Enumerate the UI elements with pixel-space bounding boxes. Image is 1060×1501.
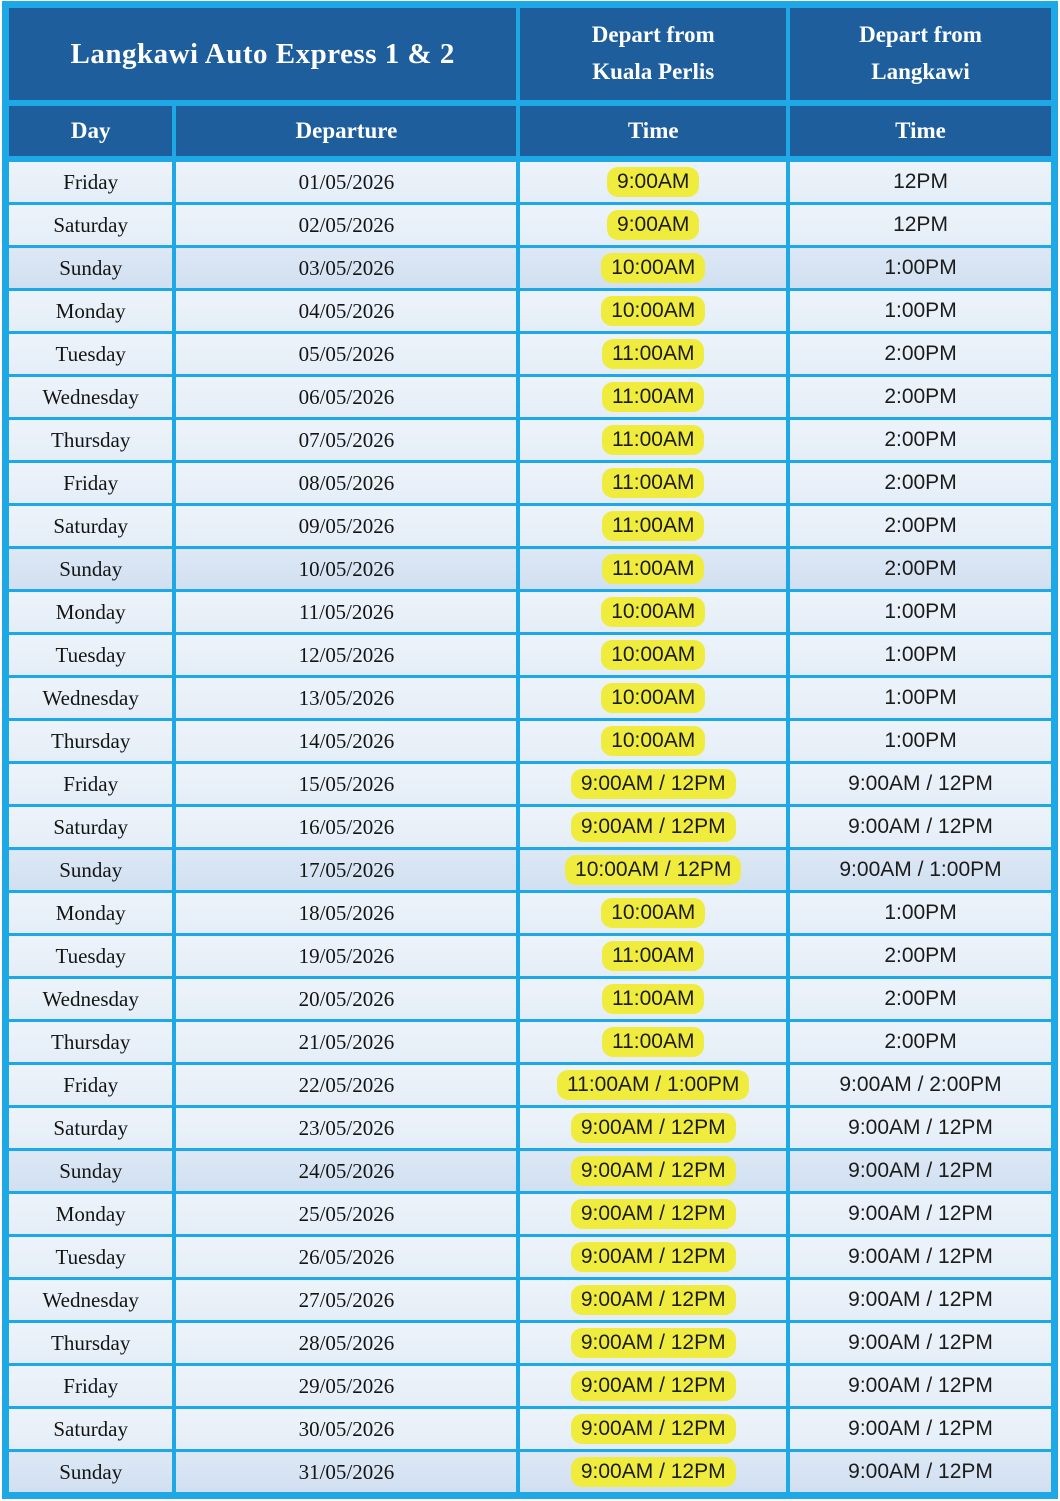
langkawi-time-cell: 1:00PM (788, 247, 1054, 290)
langkawi-time-cell: 9:00AM / 12PM (788, 806, 1054, 849)
highlighted-time: 10:00AM (601, 253, 705, 283)
schedule-row (6, 677, 1055, 720)
schedule-row (6, 763, 1055, 806)
schedule-row (6, 1365, 1055, 1408)
kuala-perlis-time-cell (518, 1107, 788, 1150)
highlighted-time: 11:00AM / 1:00PM (557, 1070, 749, 1100)
date-cell: 08/05/2026 (174, 462, 518, 505)
highlighted-time: 11:00AM (602, 511, 705, 541)
langkawi-time-cell: 9:00AM / 12PM (788, 763, 1054, 806)
highlighted-time: 9:00AM / 12PM (571, 1457, 736, 1487)
schedule-body (6, 159, 1055, 1496)
date-cell: 26/05/2026 (174, 1236, 518, 1279)
date-cell: 28/05/2026 (174, 1322, 518, 1365)
schedule-row (6, 204, 1055, 247)
day-cell: Saturday (6, 204, 175, 247)
schedule-row (6, 935, 1055, 978)
langkawi-time-cell: 1:00PM (788, 892, 1054, 935)
depart-from-langkawi-header (788, 5, 1054, 104)
date-cell: 17/05/2026 (174, 849, 518, 892)
date-cell: 12/05/2026 (174, 634, 518, 677)
ferry-schedule-table (2, 1, 1058, 1499)
day-cell: Friday (6, 1064, 175, 1107)
highlighted-time: 9:00AM / 12PM (571, 1156, 736, 1186)
date-cell: 31/05/2026 (174, 1451, 518, 1496)
day-cell: Thursday (6, 720, 175, 763)
day-column-header: Day (6, 103, 175, 159)
day-cell: Friday (6, 462, 175, 505)
day-cell: Tuesday (6, 935, 175, 978)
date-cell: 06/05/2026 (174, 376, 518, 419)
kuala-perlis-time-cell (518, 505, 788, 548)
langkawi-time-cell: 1:00PM (788, 634, 1054, 677)
kuala-perlis-time-cell (518, 1021, 788, 1064)
langkawi-time-cell: 9:00AM / 12PM (788, 1193, 1054, 1236)
kuala-perlis-time-cell (518, 333, 788, 376)
day-cell: Tuesday (6, 333, 175, 376)
highlighted-time: 10:00AM (601, 296, 705, 326)
langkawi-time-column-header: Time (788, 103, 1054, 159)
highlighted-time: 9:00AM (607, 167, 699, 197)
highlighted-time: 10:00AM (601, 597, 705, 627)
schedule-row (6, 419, 1055, 462)
day-cell: Monday (6, 892, 175, 935)
schedule-row (6, 720, 1055, 763)
highlighted-time: 9:00AM / 12PM (571, 1199, 736, 1229)
langkawi-time-cell: 2:00PM (788, 1021, 1054, 1064)
kuala-perlis-time-cell (518, 763, 788, 806)
day-cell: Friday (6, 159, 175, 204)
highlighted-time: 10:00AM / 12PM (565, 855, 741, 885)
schedule-row (6, 548, 1055, 591)
highlighted-time: 10:00AM (601, 640, 705, 670)
date-cell: 30/05/2026 (174, 1408, 518, 1451)
kuala-perlis-time-column-header: Time (518, 103, 788, 159)
date-cell: 21/05/2026 (174, 1021, 518, 1064)
departure-column-header: Departure (174, 103, 518, 159)
day-cell: Saturday (6, 1107, 175, 1150)
depart-from-kuala-perlis-line1: Depart from (591, 22, 715, 48)
date-cell: 13/05/2026 (174, 677, 518, 720)
schedule-row (6, 1236, 1055, 1279)
column-header-row (6, 103, 1055, 159)
date-cell: 19/05/2026 (174, 935, 518, 978)
schedule-row (6, 505, 1055, 548)
langkawi-time-cell: 1:00PM (788, 591, 1054, 634)
highlighted-time: 10:00AM (601, 683, 705, 713)
kuala-perlis-time-cell (518, 591, 788, 634)
day-cell: Tuesday (6, 1236, 175, 1279)
kuala-perlis-time-cell (518, 376, 788, 419)
schedule-row (6, 1322, 1055, 1365)
date-cell: 01/05/2026 (174, 159, 518, 204)
group-header-row (6, 5, 1055, 104)
day-cell: Monday (6, 290, 175, 333)
date-cell: 10/05/2026 (174, 548, 518, 591)
day-cell: Thursday (6, 1322, 175, 1365)
date-cell: 14/05/2026 (174, 720, 518, 763)
day-cell: Sunday (6, 247, 175, 290)
langkawi-time-cell: 9:00AM / 12PM (788, 1236, 1054, 1279)
day-cell: Thursday (6, 419, 175, 462)
highlighted-time: 11:00AM (602, 425, 705, 455)
day-cell: Sunday (6, 849, 175, 892)
schedule-row (6, 333, 1055, 376)
date-cell: 23/05/2026 (174, 1107, 518, 1150)
schedule-row (6, 1451, 1055, 1496)
kuala-perlis-time-cell (518, 1365, 788, 1408)
schedule-row (6, 1279, 1055, 1322)
highlighted-time: 9:00AM / 12PM (571, 1371, 736, 1401)
day-cell: Sunday (6, 1451, 175, 1496)
highlighted-time: 10:00AM (601, 726, 705, 756)
schedule-row (6, 1193, 1055, 1236)
langkawi-time-cell: 2:00PM (788, 419, 1054, 462)
highlighted-time: 10:00AM (601, 898, 705, 928)
highlighted-time: 9:00AM / 12PM (571, 812, 736, 842)
langkawi-time-cell: 9:00AM / 12PM (788, 1107, 1054, 1150)
langkawi-time-cell: 12PM (788, 159, 1054, 204)
langkawi-time-cell: 2:00PM (788, 978, 1054, 1021)
schedule-row (6, 892, 1055, 935)
day-cell: Saturday (6, 1408, 175, 1451)
date-cell: 02/05/2026 (174, 204, 518, 247)
schedule-row (6, 159, 1055, 204)
langkawi-time-cell: 1:00PM (788, 290, 1054, 333)
kuala-perlis-time-cell (518, 1193, 788, 1236)
date-cell: 11/05/2026 (174, 591, 518, 634)
kuala-perlis-time-cell (518, 419, 788, 462)
kuala-perlis-time-cell (518, 634, 788, 677)
schedule-row (6, 806, 1055, 849)
kuala-perlis-time-cell (518, 290, 788, 333)
schedule-row (6, 1064, 1055, 1107)
schedule-row (6, 376, 1055, 419)
date-cell: 20/05/2026 (174, 978, 518, 1021)
kuala-perlis-time-cell (518, 892, 788, 935)
day-cell: Wednesday (6, 1279, 175, 1322)
schedule-row (6, 1107, 1055, 1150)
date-cell: 25/05/2026 (174, 1193, 518, 1236)
day-cell: Saturday (6, 806, 175, 849)
day-cell: Wednesday (6, 677, 175, 720)
langkawi-time-cell: 9:00AM / 12PM (788, 1322, 1054, 1365)
highlighted-time: 11:00AM (602, 941, 705, 971)
table-header (6, 5, 1055, 160)
date-cell: 09/05/2026 (174, 505, 518, 548)
langkawi-time-cell: 2:00PM (788, 333, 1054, 376)
day-cell: Friday (6, 1365, 175, 1408)
schedule-row (6, 849, 1055, 892)
kuala-perlis-time-cell (518, 806, 788, 849)
highlighted-time: 9:00AM / 12PM (571, 1242, 736, 1272)
kuala-perlis-time-cell (518, 1064, 788, 1107)
schedule-row (6, 247, 1055, 290)
day-cell: Thursday (6, 1021, 175, 1064)
kuala-perlis-time-cell (518, 1451, 788, 1496)
date-cell: 27/05/2026 (174, 1279, 518, 1322)
day-cell: Wednesday (6, 376, 175, 419)
schedule-row (6, 1150, 1055, 1193)
highlighted-time: 9:00AM / 12PM (571, 1328, 736, 1358)
day-cell: Tuesday (6, 634, 175, 677)
schedule-row (6, 591, 1055, 634)
langkawi-time-cell: 2:00PM (788, 935, 1054, 978)
highlighted-time: 9:00AM (607, 210, 699, 240)
schedule-row (6, 634, 1055, 677)
langkawi-time-cell: 9:00AM / 2:00PM (788, 1064, 1054, 1107)
kuala-perlis-time-cell (518, 462, 788, 505)
kuala-perlis-time-cell (518, 849, 788, 892)
highlighted-time: 11:00AM (602, 554, 705, 584)
day-cell: Monday (6, 1193, 175, 1236)
langkawi-time-cell: 12PM (788, 204, 1054, 247)
kuala-perlis-time-cell (518, 720, 788, 763)
langkawi-time-cell: 9:00AM / 12PM (788, 1279, 1054, 1322)
depart-from-langkawi-line1: Depart from (859, 22, 982, 48)
langkawi-time-cell: 9:00AM / 12PM (788, 1408, 1054, 1451)
kuala-perlis-time-cell (518, 1150, 788, 1193)
highlighted-time: 11:00AM (602, 1027, 705, 1057)
kuala-perlis-time-cell (518, 978, 788, 1021)
kuala-perlis-time-cell (518, 247, 788, 290)
kuala-perlis-time-cell (518, 548, 788, 591)
kuala-perlis-time-cell (518, 1279, 788, 1322)
langkawi-time-cell: 2:00PM (788, 462, 1054, 505)
date-cell: 15/05/2026 (174, 763, 518, 806)
langkawi-time-cell: 2:00PM (788, 548, 1054, 591)
highlighted-time: 11:00AM (602, 382, 705, 412)
date-cell: 04/05/2026 (174, 290, 518, 333)
kuala-perlis-time-cell (518, 159, 788, 204)
langkawi-time-cell: 9:00AM / 12PM (788, 1365, 1054, 1408)
schedule-row (6, 290, 1055, 333)
highlighted-time: 9:00AM / 12PM (571, 769, 736, 799)
schedule-row (6, 1021, 1055, 1064)
kuala-perlis-time-cell (518, 935, 788, 978)
schedule-row (6, 978, 1055, 1021)
langkawi-time-cell: 9:00AM / 1:00PM (788, 849, 1054, 892)
kuala-perlis-time-cell (518, 1408, 788, 1451)
langkawi-time-cell: 2:00PM (788, 505, 1054, 548)
date-cell: 22/05/2026 (174, 1064, 518, 1107)
day-cell: Monday (6, 591, 175, 634)
kuala-perlis-time-cell (518, 1236, 788, 1279)
highlighted-time: 9:00AM / 12PM (571, 1285, 736, 1315)
day-cell: Sunday (6, 1150, 175, 1193)
highlighted-time: 11:00AM (602, 468, 705, 498)
langkawi-time-cell: 1:00PM (788, 720, 1054, 763)
kuala-perlis-time-cell (518, 1322, 788, 1365)
date-cell: 07/05/2026 (174, 419, 518, 462)
highlighted-time: 9:00AM / 12PM (571, 1113, 736, 1143)
depart-from-kuala-perlis-line2: Kuala Perlis (592, 59, 715, 84)
day-cell: Sunday (6, 548, 175, 591)
date-cell: 29/05/2026 (174, 1365, 518, 1408)
langkawi-time-cell: 9:00AM / 12PM (788, 1451, 1054, 1496)
date-cell: 16/05/2026 (174, 806, 518, 849)
highlighted-time: 11:00AM (602, 339, 705, 369)
kuala-perlis-time-cell (518, 677, 788, 720)
table-title: Langkawi Auto Express 1 & 2 (6, 5, 519, 104)
langkawi-time-cell: 9:00AM / 12PM (788, 1150, 1054, 1193)
day-cell: Wednesday (6, 978, 175, 1021)
highlighted-time: 9:00AM / 12PM (571, 1414, 736, 1444)
date-cell: 24/05/2026 (174, 1150, 518, 1193)
date-cell: 03/05/2026 (174, 247, 518, 290)
schedule-row (6, 462, 1055, 505)
day-cell: Friday (6, 763, 175, 806)
schedule-row (6, 1408, 1055, 1451)
langkawi-time-cell: 1:00PM (788, 677, 1054, 720)
day-cell: Saturday (6, 505, 175, 548)
kuala-perlis-time-cell (518, 204, 788, 247)
date-cell: 18/05/2026 (174, 892, 518, 935)
date-cell: 05/05/2026 (174, 333, 518, 376)
highlighted-time: 11:00AM (602, 984, 705, 1014)
depart-from-langkawi-line2: Langkawi (871, 59, 970, 84)
depart-from-kuala-perlis-header (518, 5, 788, 104)
langkawi-time-cell: 2:00PM (788, 376, 1054, 419)
